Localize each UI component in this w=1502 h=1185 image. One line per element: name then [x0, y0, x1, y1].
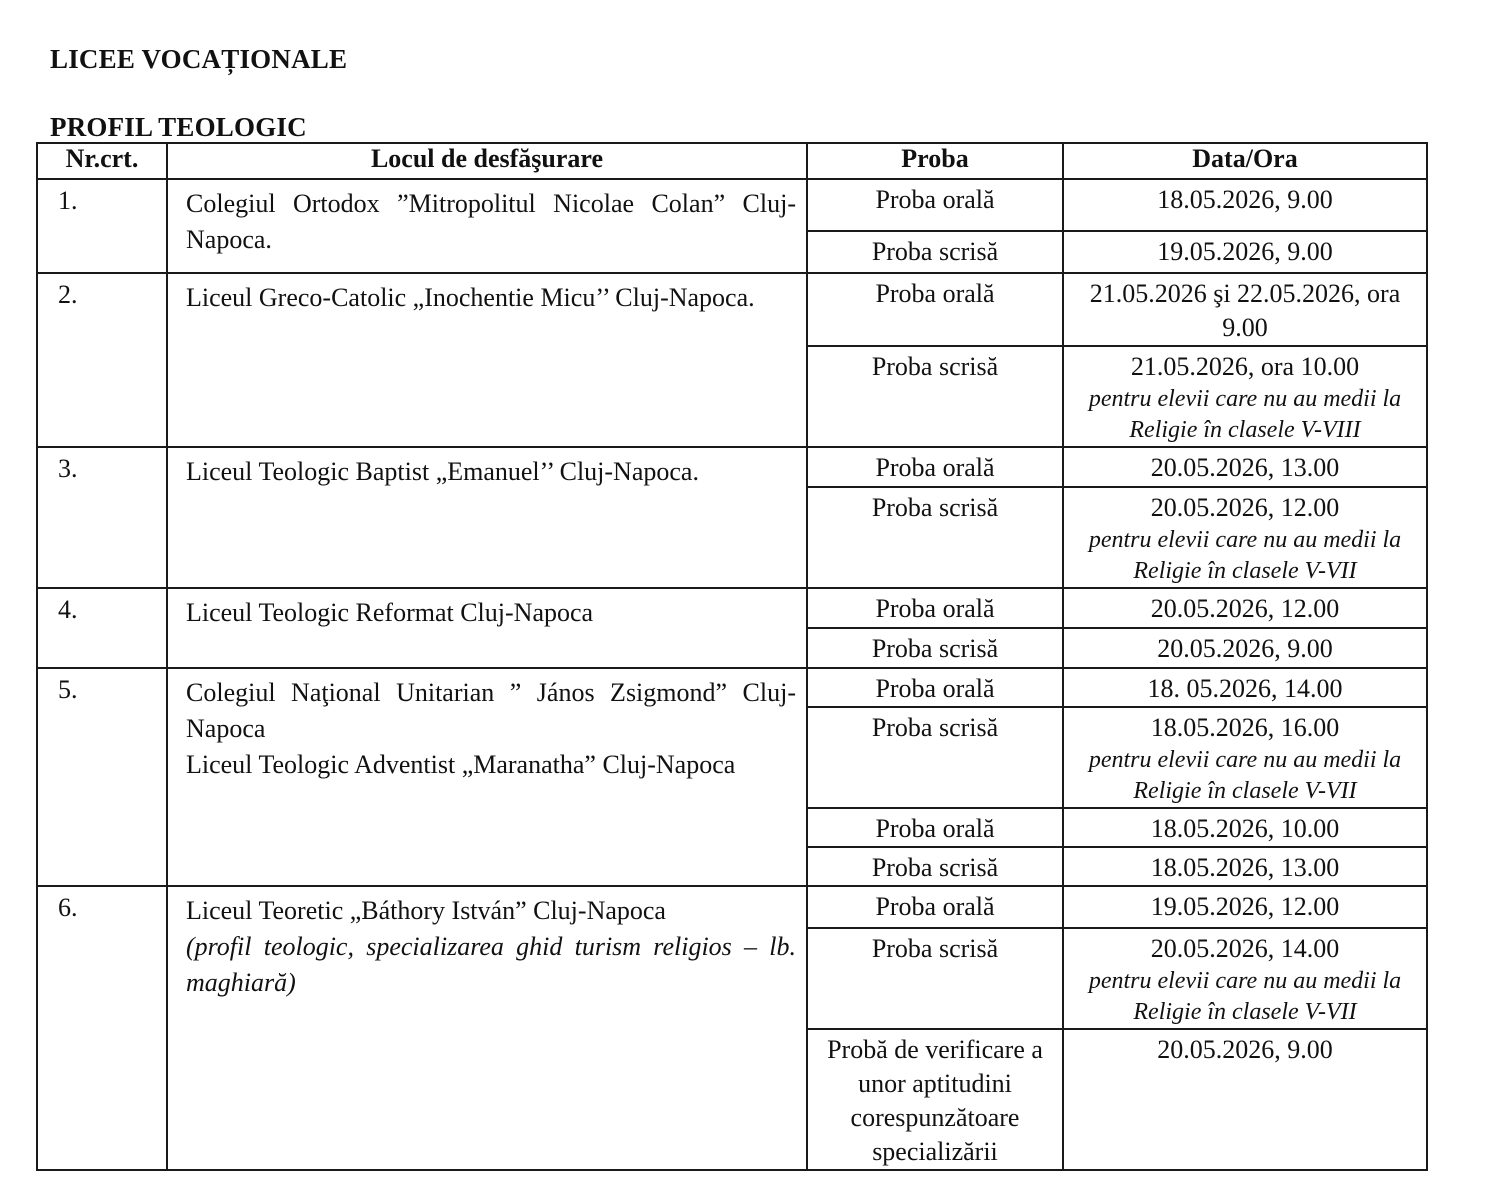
table-header-row — [37, 143, 1427, 179]
table-row — [37, 179, 1427, 231]
test-date: 18.05.2026, 16.00 — [1150, 713, 1340, 742]
table-row — [37, 447, 1427, 487]
test-note: pentru elevii care nu au medii la Religie în clasele V-VII — [1088, 527, 1402, 584]
test-type: Proba scrisă — [807, 346, 1063, 447]
location-name: Colegiul Naţional Unitarian ” János Zsigmond” Cluj-Napoca — [186, 678, 796, 743]
test-type: Proba scrisă — [807, 707, 1063, 808]
header-nr: Nr.crt. — [37, 143, 167, 179]
table-row — [37, 273, 1427, 346]
header-proba: Proba — [807, 143, 1063, 179]
test-date: 18.05.2026, 10.00 — [1063, 808, 1427, 847]
test-type: Proba orală — [807, 273, 1063, 346]
test-type: Proba orală — [807, 886, 1063, 928]
test-date: 21.05.2026, ora 10.00 — [1130, 352, 1360, 381]
row-number: 2. — [37, 273, 167, 447]
test-note: pentru elevii care nu au medii la Religie în clasele V-VII — [1088, 968, 1402, 1025]
location-cell: Liceul Greco-Catolic „Inochentie Micu’’ Cluj-Napoca. — [167, 273, 807, 447]
test-date: 20.05.2026, 9.00 — [1063, 1029, 1427, 1170]
header-location: Locul de desfăşurare — [167, 143, 807, 179]
table-row — [37, 588, 1427, 628]
row-number: 4. — [37, 588, 167, 668]
location-cell — [167, 668, 807, 886]
schedule-table — [36, 142, 1428, 1171]
test-date: 21.05.2026 şi 22.05.2026, ora 9.00 — [1063, 273, 1427, 346]
test-type: Proba scrisă — [807, 928, 1063, 1029]
test-type: Proba orală — [807, 179, 1063, 231]
test-note: pentru elevii care nu au medii la Religie în clasele V-VII — [1088, 747, 1402, 804]
test-date-cell — [1063, 487, 1427, 588]
test-date: 19.05.2026, 9.00 — [1063, 231, 1427, 273]
test-date: 18.05.2026, 13.00 — [1063, 847, 1427, 886]
test-type: Proba orală — [807, 447, 1063, 487]
test-date: 20.05.2026, 14.00 — [1150, 934, 1340, 963]
location-note: (profil teologic, specializarea ghid turism religios – lb. maghiară) — [186, 932, 796, 997]
test-note: pentru elevii care nu au medii la Religie în clasele V-VIII — [1088, 386, 1402, 443]
profile-heading: PROFIL TEOLOGIC — [50, 112, 307, 142]
test-type: Proba scrisă — [807, 231, 1063, 273]
test-date: 20.05.2026, 13.00 — [1063, 447, 1427, 487]
location-cell: Liceul Teologic Reformat Cluj-Napoca — [167, 588, 807, 668]
test-type: Proba orală — [807, 588, 1063, 628]
test-type: Proba orală — [807, 668, 1063, 707]
test-date: 18. 05.2026, 14.00 — [1063, 668, 1427, 707]
test-date-cell — [1063, 928, 1427, 1029]
test-type: Proba scrisă — [807, 487, 1063, 588]
table-row — [37, 668, 1427, 707]
test-date: 20.05.2026, 12.00 — [1150, 493, 1340, 522]
test-date: 19.05.2026, 12.00 — [1063, 886, 1427, 928]
row-number: 6. — [37, 886, 167, 1170]
row-number: 3. — [37, 447, 167, 588]
test-date: 20.05.2026, 9.00 — [1063, 628, 1427, 668]
location-cell: Colegiul Ortodox ”Mitropolitul Nicolae Colan” Cluj-Napoca. — [167, 179, 807, 273]
test-date: 20.05.2026, 12.00 — [1063, 588, 1427, 628]
test-type: Proba scrisă — [807, 847, 1063, 886]
test-date-cell — [1063, 346, 1427, 447]
section-heading: LICEE VOCAȚIONALE — [50, 44, 348, 74]
location-cell — [167, 886, 807, 1170]
test-type: Proba scrisă — [807, 628, 1063, 668]
test-date-cell — [1063, 707, 1427, 808]
location-name-secondary: Liceul Teologic Adventist „Maranatha” Cluj-Napoca — [186, 750, 736, 779]
test-date: 18.05.2026, 9.00 — [1063, 179, 1427, 231]
table-row — [37, 886, 1427, 928]
test-type: Probă de verificare a unor aptitudini corespunzătoare specializării — [807, 1029, 1063, 1170]
location-cell: Liceul Teologic Baptist „Emanuel’’ Cluj-Napoca. — [167, 447, 807, 588]
test-type: Proba orală — [807, 808, 1063, 847]
header-date: Data/Ora — [1063, 143, 1427, 179]
location-name: Liceul Teoretic „Báthory István” Cluj-Napoca — [186, 896, 666, 925]
row-number: 5. — [37, 668, 167, 886]
row-number: 1. — [37, 179, 167, 273]
